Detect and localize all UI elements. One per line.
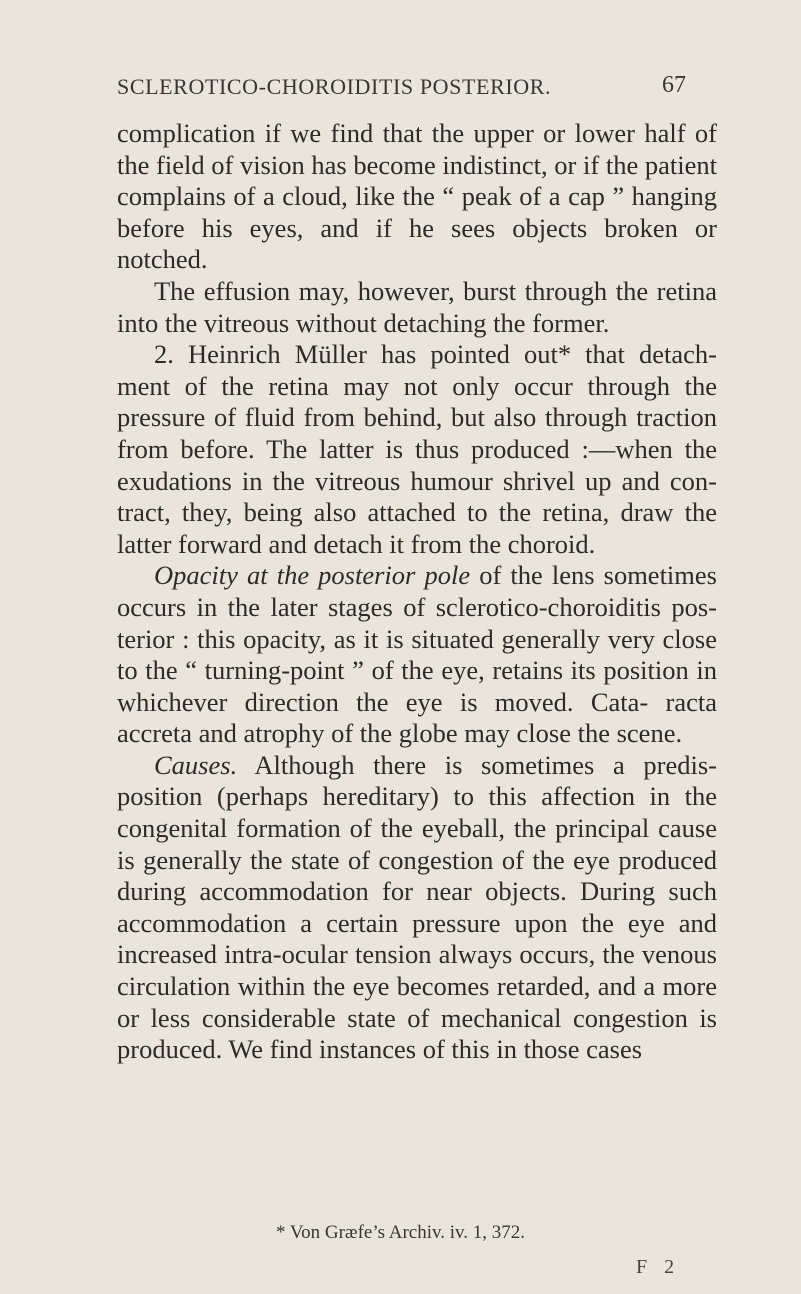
paragraph-lead-italic: Opacity at the posterior pole: [154, 560, 471, 591]
paragraph-text: 2. Heinrich Müller has pointed out* that detach- ment of the retina may not only occur through the pressure of fluid from behind, but also through traction from before. The latter is thus produced :—when the exudations in the vitreous humour shrivel up and con- tract, they, being also attached to the retina, draw the latter forward and detach it from the choroid.: [117, 339, 717, 559]
paragraph-text: of the lens sometimes occurs in the later stages of sclerotico-choroiditis pos- terior : this opacity, as it is situated generally very close to the “ turning-point ” of the eye, retains its position in whichever direction the eye is moved. Cata- racta accreta and atrophy of the globe may close the scene.: [117, 560, 717, 749]
footnote: * Von Græfe’s Archiv. iv. 1, 372.: [275, 1222, 526, 1243]
paragraph-muller: [117, 339, 717, 560]
paragraph-opacity: [117, 560, 717, 750]
paragraph-text: complication if we find that the upper or lower half of the field of vision has become indistinct, or if the patient complains of a cloud, like the “ peak of a cap ” hanging before his eyes, and if he sees objects broken or notched.: [117, 118, 717, 275]
running-head: [0, 74, 801, 104]
paragraph-effusion: [117, 276, 717, 339]
paragraph-continuation: [117, 118, 717, 276]
paragraph-causes: [117, 750, 717, 1066]
paragraph-lead-italic: Causes.: [154, 749, 238, 780]
signature-mark: F 2: [636, 1256, 681, 1278]
page-number: 67: [662, 72, 686, 98]
body-text: [117, 118, 717, 1066]
paragraph-text: The effusion may, however, burst through the retina into the vitreous without detaching the former.: [117, 275, 717, 338]
running-title: SCLEROTICO-CHOROIDITIS POSTERIOR.: [117, 74, 552, 99]
paragraph-text: Although there is sometimes a predis- position (perhaps hereditary) to this affection in the congenital formation of the eyeball, the principal cause is generally the state of congestion of the eye produced during accommodation for near objects. During such accommodation a certain pressure upon the eye and increased intra-ocular tension always occurs, the venous circulation within the eye becomes retarded, and a more or less considerable state of mechanical congestion is produced. We find instances of this in those cases: [117, 749, 717, 1065]
